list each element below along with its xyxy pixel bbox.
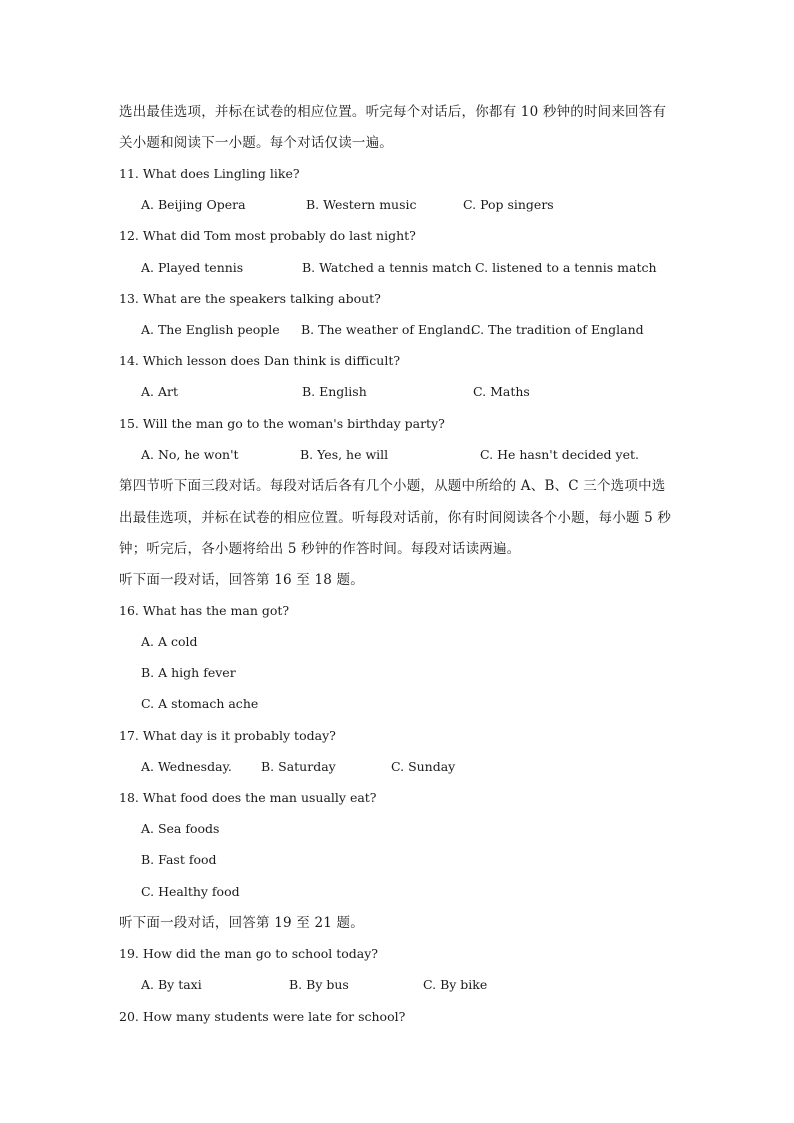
dialog-1-heading: 听下面一段对话，回答第 16 至 18 题。 xyxy=(119,572,364,588)
q18-option-c: C. Healthy food xyxy=(141,884,240,899)
q15-option-b: B. Yes, he will xyxy=(300,447,389,462)
section-4-line-3: 钟；听完后，各小题将给出 5 秒钟的作答时间。每段对话读两遍。 xyxy=(119,541,521,557)
q12-option-a: A. Played tennis xyxy=(141,260,244,275)
q11-option-a: A. Beijing Opera xyxy=(141,197,246,212)
q18-option-b: B. Fast food xyxy=(141,852,217,867)
q16-option-a: A. A cold xyxy=(141,634,198,649)
q12-option-b: B. Watched a tennis match xyxy=(302,260,472,275)
q11-option-b: B. Western music xyxy=(306,197,417,212)
q17-option-a: A. Wednesday. xyxy=(141,759,232,774)
intro-line-2: 关小题和阅读下一小题。每个对话仅读一遍。 xyxy=(119,135,393,151)
section-4-line-1: 第四节听下面三段对话。每段对话后各有几个小题，从题中所给的 A、B、C 三个选项中选 xyxy=(119,478,666,494)
section-4-line-2: 出最佳选项，并标在试卷的相应位置。听每段对话前，你有时间阅读各个小题，每小题 5 秒 xyxy=(119,510,672,526)
question-15: 15. Will the man go to the woman's birthday party? xyxy=(119,416,445,431)
q17-option-b: B. Saturday xyxy=(261,759,336,774)
q18-option-a: A. Sea foods xyxy=(141,821,220,836)
q16-option-b: B. A high fever xyxy=(141,665,236,680)
q15-option-a: A. No, he won't xyxy=(141,447,239,462)
question-14: 14. Which lesson does Dan think is difficult? xyxy=(119,353,401,368)
question-13: 13. What are the speakers talking about? xyxy=(119,291,381,306)
q13-option-a: A. The English people xyxy=(141,322,280,337)
q19-option-a: A. By taxi xyxy=(141,977,202,992)
intro-line-1: 选出最佳选项，并标在试卷的相应位置。听完每个对话后，你都有 10 秒钟的时间来回答有 xyxy=(119,104,667,120)
question-18: 18. What food does the man usually eat? xyxy=(119,790,377,805)
q15-option-c: C. He hasn't decided yet. xyxy=(480,447,639,462)
q19-option-c: C. By bike xyxy=(423,977,488,992)
q14-option-a: A. Art xyxy=(141,384,178,399)
q13-option-c: C. The tradition of England xyxy=(471,322,644,337)
question-16: 16. What has the man got? xyxy=(119,603,290,618)
question-20: 20. How many students were late for school? xyxy=(119,1009,406,1024)
q19-option-b: B. By bus xyxy=(289,977,349,992)
q14-option-c: C. Maths xyxy=(473,384,530,399)
q11-option-c: C. Pop singers xyxy=(463,197,554,212)
question-11: 11. What does Lingling like? xyxy=(119,166,300,181)
question-12: 12. What did Tom most probably do last night? xyxy=(119,228,416,243)
q17-option-c: C. Sunday xyxy=(391,759,456,774)
q12-option-c: C. listened to a tennis match xyxy=(475,260,657,275)
question-17: 17. What day is it probably today? xyxy=(119,728,336,743)
q14-option-b: B. English xyxy=(302,384,367,399)
dialog-2-heading: 听下面一段对话，回答第 19 至 21 题。 xyxy=(119,915,364,931)
q16-option-c: C. A stomach ache xyxy=(141,696,259,711)
question-19: 19. How did the man go to school today? xyxy=(119,946,378,961)
q13-option-b: B. The weather of England. xyxy=(301,322,475,337)
